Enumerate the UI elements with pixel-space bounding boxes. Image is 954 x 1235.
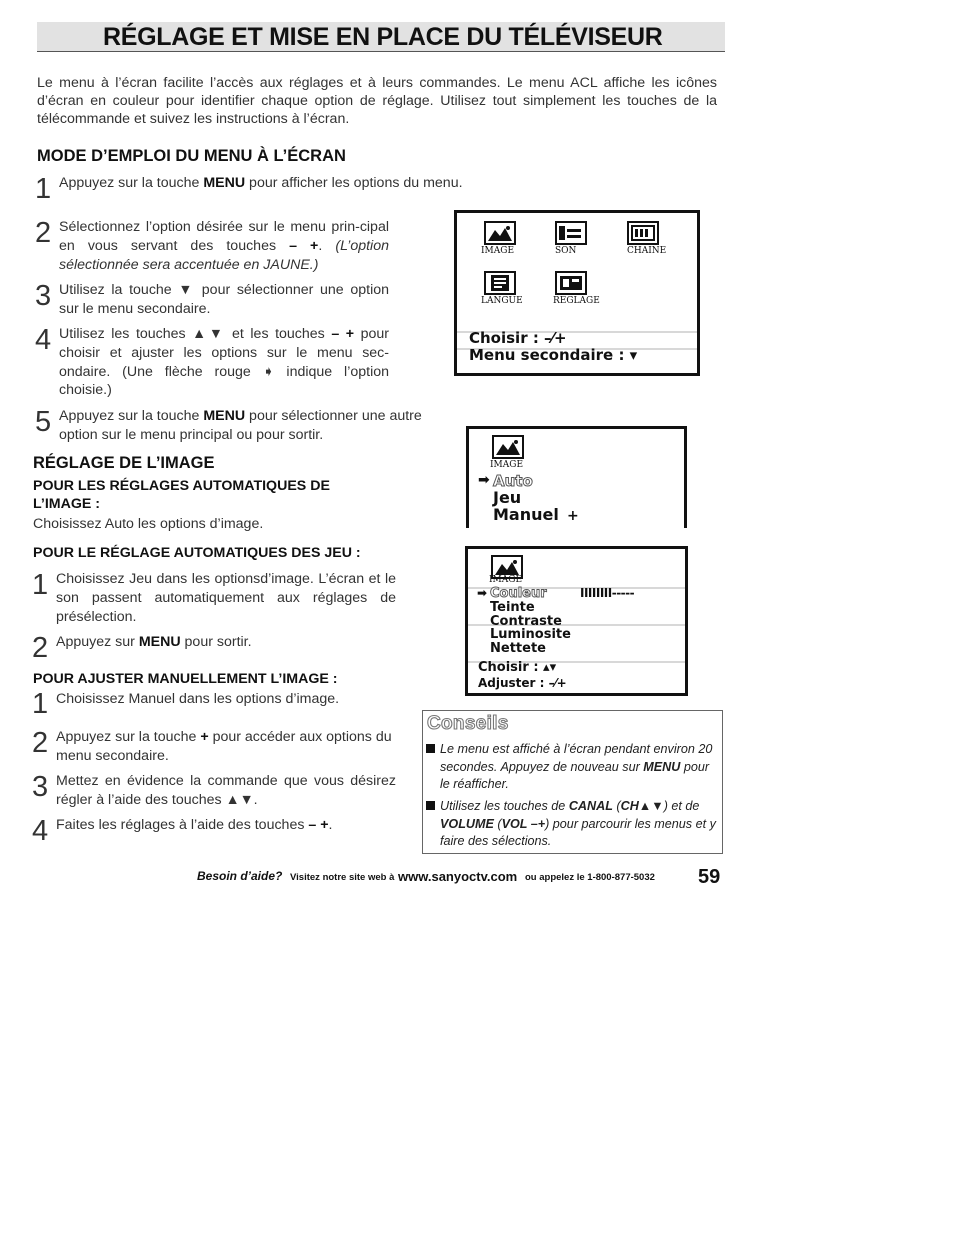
step-number: 4	[32, 815, 49, 847]
icon-label: IMAGE	[489, 575, 523, 585]
step-number: 3	[35, 280, 52, 312]
channel-icon	[627, 221, 659, 245]
step-number: 1	[35, 173, 52, 205]
auto-text: Choisissez Auto les options d’image.	[33, 516, 264, 532]
tip-2: Utilisez les touches de CANAL (CH▲▼) et de VOLUME (VOL –+) pour parcourir les menus et y faire des sélections.	[426, 798, 718, 851]
screen3-ajuster: Adjuster : –⁄+	[478, 676, 567, 690]
footer-url[interactable]: www.sanyoctv.com	[398, 869, 518, 884]
icon-label: REGLAGE	[553, 296, 600, 306]
tips-box	[422, 710, 723, 854]
icon-label: IMAGE	[481, 246, 515, 256]
level-bar: IIIIIIII-----	[580, 586, 635, 600]
step-number: 4	[35, 324, 52, 356]
manual-step-2: Appuyez sur la touche + pour accéder aux options du menu secondaire.	[56, 729, 392, 764]
bullet-icon	[426, 801, 435, 810]
icon-label: IMAGE	[490, 460, 524, 470]
page-number: 59	[698, 866, 721, 888]
icon-label: CHAINE	[627, 246, 667, 256]
step-number: 1	[32, 569, 49, 601]
image-section-heading: RÉGLAGE DE L’IMAGE	[33, 454, 215, 472]
selection-arrow-icon: ➡	[477, 586, 488, 600]
tips-title: Conseils	[427, 713, 509, 734]
screen1-secondary: Menu secondaire : ▾	[469, 346, 638, 364]
manual-step-3: Mettez en évidence la commande que vous désirez régler à l’aide des touches ▲▼.	[56, 773, 396, 808]
menu-step-2: Sélectionnez l’option désirée sur le menu prin-cipal en vous servant des touches – +. (L’option sélectionnée sera accentuée en JAUNE.)	[59, 219, 389, 273]
menu-step-3: Utilisez la touche ▼ pour sélectionner une option sur le menu secondaire.	[59, 282, 389, 317]
auto-heading: POUR LES RÉGLAGES AUTOMATIQUES DE L’IMAGE :	[33, 478, 330, 512]
menu-step-1: Appuyez sur la touche MENU pour afficher les options du menu.	[59, 175, 463, 191]
option-nettete: Nettete	[490, 641, 546, 656]
selection-arrow-icon: ➡	[478, 472, 490, 488]
intro-paragraph: Le menu à l’écran facilite l’accès aux réglages et à leurs commandes. Le menu ACL affiche les icônes d’écran en couleur pour identifier chaque option de réglage. Utilisez tout simplement les touches de la télécommande et suivez les instructions à l’écran.	[37, 75, 717, 127]
footer-phone: ou appelez le 1-800-877-5032	[525, 872, 655, 883]
plus-sign: +	[567, 508, 579, 524]
menu-step-4: Utilisez les touches ▲▼ et les touches – + pour choisir et ajuster les options sur le menu sec-ondaire. (Une flèche rouge ➧ indique l’option choisie.)	[59, 326, 390, 399]
menu-section-heading: MODE D’EMPLOI DU MENU À L’ÉCRAN	[37, 147, 346, 165]
image-icon	[492, 435, 524, 459]
option-auto: Auto	[493, 472, 533, 490]
settings-icon	[555, 271, 587, 295]
footer-help: Besoin d’aide?	[197, 869, 283, 883]
tip-1: Le menu est affiché à l’écran pendant environ 20 secondes. Appuyez de nouveau sur MENU pour le réafficher.	[426, 741, 718, 794]
footer-visit: Visitez notre site web à	[290, 872, 395, 883]
option-luminosite: Luminosite	[490, 627, 571, 642]
jeu-step-1: Choisissez Jeu dans les optionsd’image. L’écran et le son passent automatiquement aux réglages de présélection.	[56, 571, 396, 625]
option-couleur: Couleur	[490, 586, 547, 601]
sound-icon	[555, 221, 587, 245]
manual-step-4: Faites les réglages à l’aide des touches – +.	[56, 817, 333, 833]
step-number: 2	[32, 727, 49, 759]
jeu-step-2: Appuyez sur MENU pour sortir.	[56, 634, 252, 650]
manual-heading: POUR AJUSTER MANUELLEMENT L’IMAGE :	[33, 671, 338, 687]
image-icon	[484, 221, 516, 245]
menu-step-5: Appuyez sur la touche MENU pour sélectionner une autre option sur le menu principal ou pour sortir.	[59, 408, 422, 443]
icon-label: SON	[555, 246, 577, 256]
step-number: 1	[32, 688, 49, 720]
page-title: RÉGLAGE ET MISE EN PLACE DU TÉLÉVISEUR	[103, 23, 663, 51]
icon-label: LANGUE	[481, 296, 523, 306]
option-teinte: Teinte	[490, 600, 535, 615]
manual-step-1: Choisissez Manuel dans les options d’image.	[56, 691, 340, 707]
step-number: 5	[35, 406, 52, 438]
option-manuel: Manuel	[493, 505, 559, 524]
step-number: 2	[32, 632, 49, 664]
step-number: 2	[35, 217, 52, 249]
title-bar	[37, 22, 725, 52]
screen3-choisir: Choisir : ▴▾	[478, 660, 557, 675]
option-jeu: Jeu	[493, 488, 522, 507]
manual-image-screen	[465, 546, 688, 696]
bullet-icon	[426, 744, 435, 753]
main-menu-screen	[454, 210, 700, 376]
jeu-heading: POUR LE RÉGLAGE AUTOMATIQUES DES JEU :	[33, 545, 361, 561]
step-number: 3	[32, 771, 49, 803]
language-icon	[484, 271, 516, 295]
image-mode-screen	[466, 426, 687, 528]
screen1-choisir: Choisir : –⁄+	[469, 329, 567, 347]
option-contraste: Contraste	[490, 614, 562, 629]
